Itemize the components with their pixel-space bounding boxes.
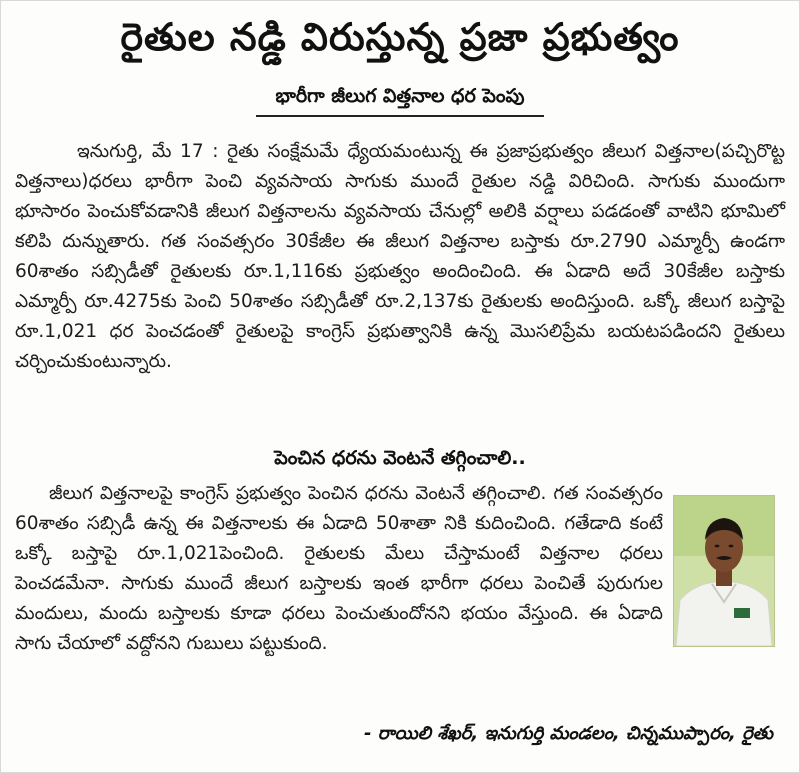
section-heading: పెంచిన ధరను వెంటనే తగ్గించాలి.. xyxy=(274,447,526,469)
farmer-portrait-icon xyxy=(674,496,774,646)
subheadline-wrapper xyxy=(1,85,799,117)
article-body-main: ఇనుగుర్తి, మే 17 : రైతు సంక్షేమమే ధ్యేయమంటున్న ఈ ప్రజాప్రభుత్వం జీలుగ విత్తనాల(పచ్చిరొట్ట విత్తనాలు)ధరలు భారీగా పెంచి వ్యవసాయ సాగుకు ముందే రైతుల నడ్డి విరిచింది. సాగుకు ముందుగా భూసారం పెంచుకోవడానికి జీలుగ విత్తనాలను వ్యవసాయ చేనుల్లో అలికి వర్షాలు పడడంతో వాటిని భూమిలో కలిపి దున్నుతారు. గత సంవత్సరం 30కేజీల ఈ జీలుగ విత్తనాల బస్తాకు రూ.2790 ఎమ్మార్పీ ఉండగా 60శాతం సబ్సిడీతో రైతులకు రూ.1,116కు ప్రభుత్వం అందించింది. ఈ ఏడాది అదే 30కేజీల బస్తాకు ఎమ్మార్పీ రూ.4275కు పెంచి 50శాతం సబ్సిడీతో రూ.2,137కు రైతులకు అందిస్తుంది. ఒక్కో జీలుగ బస్తాపై రూ.1,021 ధర పెంచడంతో రైతులపై కాంగ్రెస్ ప్రభుత్వానికి ఉన్న మొసలిప్రేమ బయటపడిందని రైతులు చర్చించుకుంటున్నారు. xyxy=(15,141,785,372)
subheadline: భారీగా జీలుగ విత్తనాల ధర పెంపు xyxy=(256,85,545,117)
article-body-quote: జీలుగ విత్తనాలపై కాంగ్రెస్ ప్రభుత్వం పెంచిన ధరను వెంటనే తగ్గించాలి. గత సంవత్సరం 60శాతం సబ్సిడీ ఉన్న ఈ విత్తనాలకు ఈ ఏడాది 50శాతా నికి కుదించింది. గతేడాది కంటే ఒక్కో బస్తాపై రూ.1,021పెంచింది. రైతులకు మేలు చేస్తామంటే విత్తనాల ధరలు పెంచడమేనా. సాగుకు ముందే జీలుగ బస్తాలకు ఇంత భారీగా ధరలు పెంచితే పురుగుల మందులు, మందు బస్తాలకు కూడా ధరలు పెంచుతుందోనని భయం వేస్తుంది. ఈ ఏడాది సాగు చేయాలో వద్దోనని గుబులు పట్టుకుంది. xyxy=(15,483,663,654)
headline: రైతుల నడ్డి విరుస్తున్న ప్రజా ప్రభుత్వం xyxy=(120,15,680,59)
attribution: - రాయిలి శేఖర్, ఇనుగుర్తి మండలం, చిన్నముప్పారం, రైతు xyxy=(364,723,773,744)
farmer-photo xyxy=(673,495,775,647)
